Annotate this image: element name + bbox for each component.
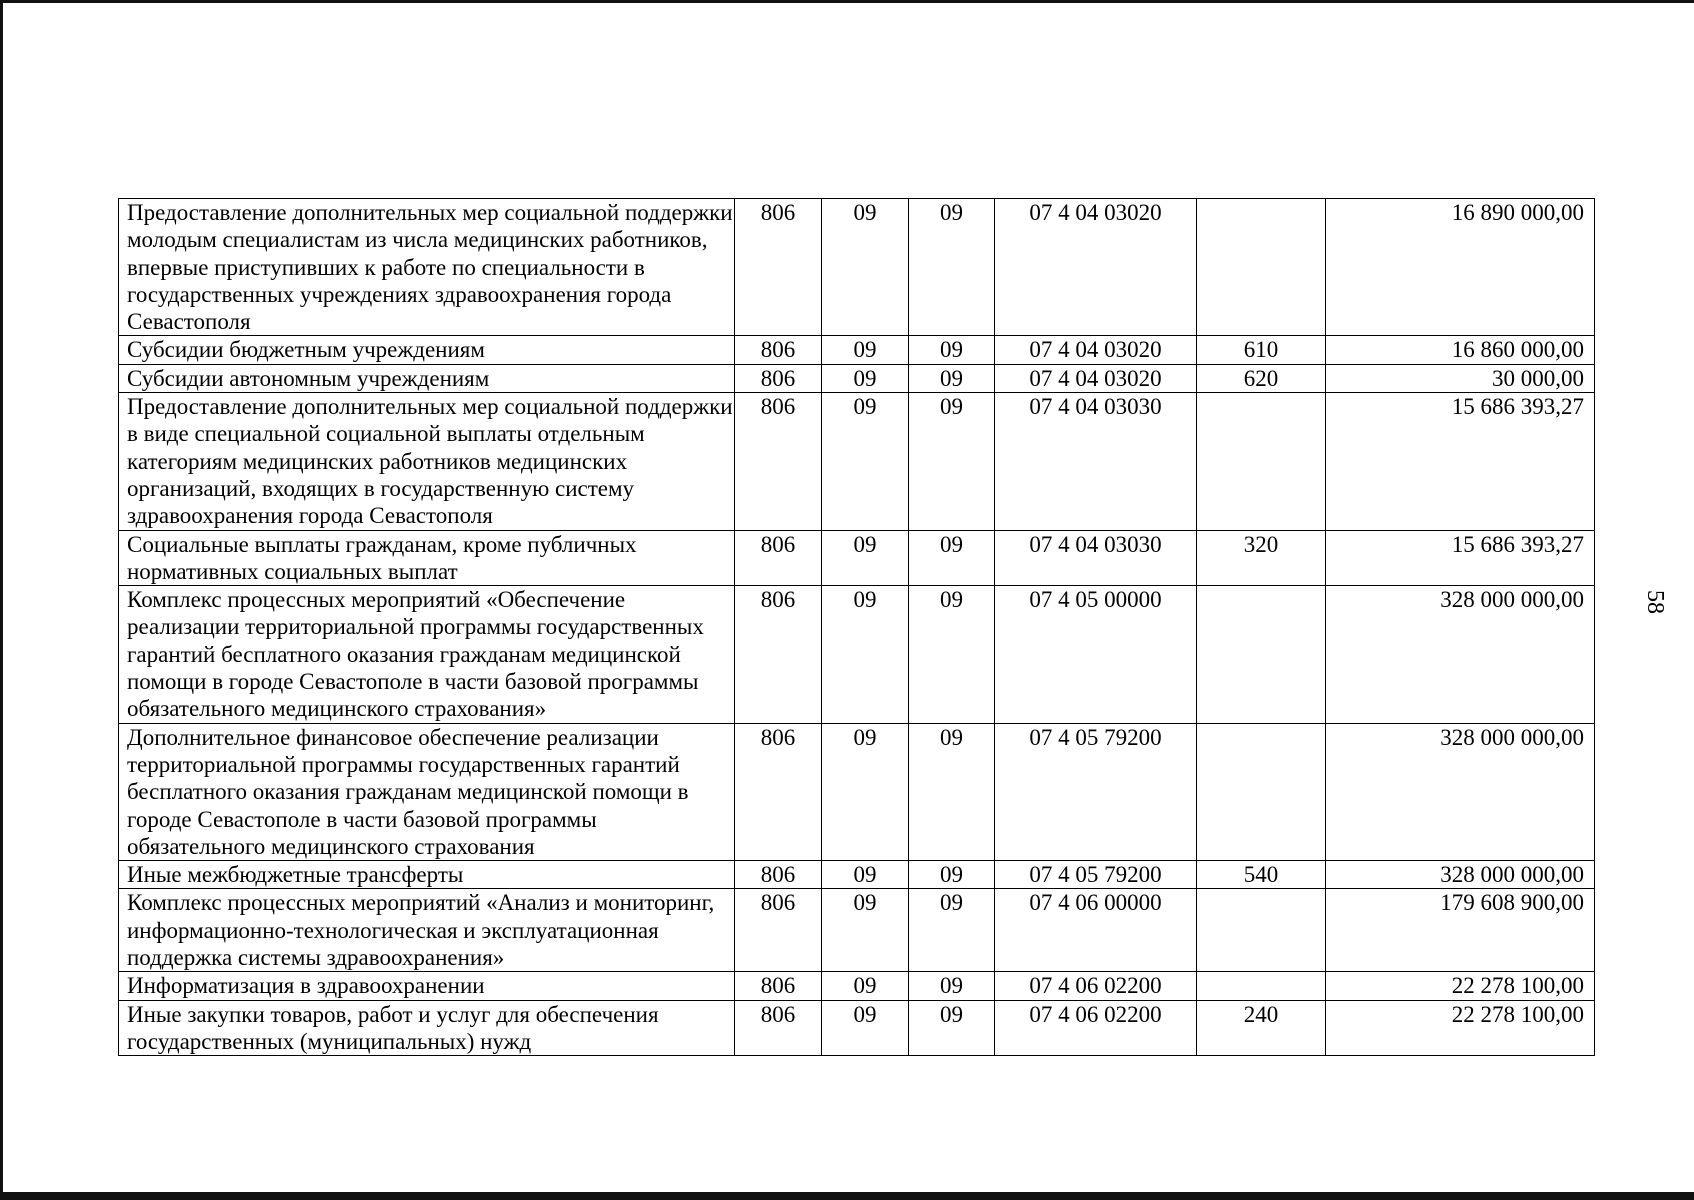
cell-section-code: 09: [822, 723, 909, 860]
table-row: [119, 530, 1595, 586]
table-row: [119, 889, 1595, 972]
cell-name: Субсидии бюджетным учреждениям: [119, 336, 735, 364]
cell-section-code: 09: [822, 199, 909, 336]
cell-name: Комплекс процессных мероприятий «Обеспечение реализации территориальной программы государственных гарантий бесплатного оказания гражданам медицинской помощи в городе Севастополе в части базовой программы обязательного медицинского страхования»: [119, 586, 735, 723]
cell-expense-type-code: [1197, 889, 1326, 972]
table-row: [119, 861, 1595, 889]
table-row: [119, 723, 1595, 860]
cell-target-article-code: 07 4 05 00000: [995, 586, 1197, 723]
cell-target-article-code: 07 4 04 03020: [995, 336, 1197, 364]
cell-grbs-code: 806: [735, 972, 822, 1000]
cell-grbs-code: 806: [735, 364, 822, 392]
table-row: [119, 972, 1595, 1000]
cell-grbs-code: 806: [735, 586, 822, 723]
cell-grbs-code: 806: [735, 530, 822, 586]
table-body: [119, 199, 1595, 1056]
cell-amount: 22 278 100,00: [1326, 972, 1595, 1000]
table-row: [119, 336, 1595, 364]
budget-table: [118, 198, 1595, 1056]
cell-subsection-code: 09: [909, 889, 995, 972]
scan-edge-left: [0, 0, 3, 1200]
table-row: [119, 364, 1595, 392]
cell-name: Иные межбюджетные трансферты: [119, 861, 735, 889]
cell-grbs-code: 806: [735, 1000, 822, 1056]
cell-name: Комплекс процессных мероприятий «Анализ и мониторинг, информационно-технологическая и эксплуатационная поддержка системы здравоохранения»: [119, 889, 735, 972]
cell-grbs-code: 806: [735, 889, 822, 972]
cell-amount: 179 608 900,00: [1326, 889, 1595, 972]
cell-target-article-code: 07 4 06 00000: [995, 889, 1197, 972]
cell-subsection-code: 09: [909, 199, 995, 336]
cell-section-code: 09: [822, 861, 909, 889]
cell-name: Предоставление дополнительных мер социальной поддержки молодым специалистам из числа медицинских работников, впервые приступивших к работе по специальности в государственных учреждениях здравоохранения города Севастополя: [119, 199, 735, 336]
page-number: 58: [1642, 590, 1668, 614]
cell-grbs-code: 806: [735, 861, 822, 889]
table-row: [119, 199, 1595, 336]
cell-amount: 22 278 100,00: [1326, 1000, 1595, 1056]
cell-subsection-code: 09: [909, 972, 995, 1000]
cell-grbs-code: 806: [735, 336, 822, 364]
cell-section-code: 09: [822, 364, 909, 392]
table-row: [119, 1000, 1595, 1056]
cell-name: Дополнительное финансовое обеспечение реализации территориальной программы государственных гарантий бесплатного оказания гражданам медицинской помощи в городе Севастополе в части базовой программы обязательного медицинского страхования: [119, 723, 735, 860]
cell-section-code: 09: [822, 530, 909, 586]
cell-expense-type-code: 240: [1197, 1000, 1326, 1056]
cell-section-code: 09: [822, 586, 909, 723]
cell-amount: 15 686 393,27: [1326, 530, 1595, 586]
cell-name: Предоставление дополнительных мер социальной поддержки в виде специальной социальной выплаты отдельным категориям медицинских работников медицинских организаций, входящих в государственную систему здравоохранения города Севастополя: [119, 393, 735, 530]
cell-amount: 328 000 000,00: [1326, 586, 1595, 723]
cell-target-article-code: 07 4 06 02200: [995, 1000, 1197, 1056]
cell-amount: 15 686 393,27: [1326, 393, 1595, 530]
cell-subsection-code: 09: [909, 364, 995, 392]
cell-name: Субсидии автономным учреждениям: [119, 364, 735, 392]
cell-expense-type-code: 540: [1197, 861, 1326, 889]
scan-edge-top: [0, 0, 1694, 3]
cell-amount: 328 000 000,00: [1326, 861, 1595, 889]
cell-target-article-code: 07 4 05 79200: [995, 861, 1197, 889]
cell-expense-type-code: [1197, 723, 1326, 860]
cell-section-code: 09: [822, 336, 909, 364]
cell-section-code: 09: [822, 889, 909, 972]
cell-target-article-code: 07 4 04 03020: [995, 199, 1197, 336]
cell-expense-type-code: 320: [1197, 530, 1326, 586]
cell-subsection-code: 09: [909, 861, 995, 889]
cell-expense-type-code: [1197, 586, 1326, 723]
table-row: [119, 393, 1595, 530]
cell-grbs-code: 806: [735, 723, 822, 860]
cell-expense-type-code: [1197, 972, 1326, 1000]
cell-amount: 328 000 000,00: [1326, 723, 1595, 860]
cell-expense-type-code: [1197, 393, 1326, 530]
cell-name: Иные закупки товаров, работ и услуг для обеспечения государственных (муниципальных) нужд: [119, 1000, 735, 1056]
cell-expense-type-code: 620: [1197, 364, 1326, 392]
cell-subsection-code: 09: [909, 336, 995, 364]
cell-subsection-code: 09: [909, 530, 995, 586]
cell-grbs-code: 806: [735, 199, 822, 336]
cell-expense-type-code: [1197, 199, 1326, 336]
cell-amount: 16 860 000,00: [1326, 336, 1595, 364]
cell-expense-type-code: 610: [1197, 336, 1326, 364]
cell-target-article-code: 07 4 04 03020: [995, 364, 1197, 392]
cell-target-article-code: 07 4 04 03030: [995, 530, 1197, 586]
cell-amount: 16 890 000,00: [1326, 199, 1595, 336]
cell-section-code: 09: [822, 1000, 909, 1056]
cell-amount: 30 000,00: [1326, 364, 1595, 392]
cell-grbs-code: 806: [735, 393, 822, 530]
cell-name: Социальные выплаты гражданам, кроме публичных нормативных социальных выплат: [119, 530, 735, 586]
table-row: [119, 586, 1595, 723]
scan-edge-bottom: [0, 1192, 1694, 1200]
cell-section-code: 09: [822, 393, 909, 530]
cell-subsection-code: 09: [909, 1000, 995, 1056]
cell-target-article-code: 07 4 05 79200: [995, 723, 1197, 860]
cell-target-article-code: 07 4 04 03030: [995, 393, 1197, 530]
cell-target-article-code: 07 4 06 02200: [995, 972, 1197, 1000]
cell-subsection-code: 09: [909, 723, 995, 860]
cell-subsection-code: 09: [909, 393, 995, 530]
cell-name: Информатизация в здравоохранении: [119, 972, 735, 1000]
cell-section-code: 09: [822, 972, 909, 1000]
cell-subsection-code: 09: [909, 586, 995, 723]
